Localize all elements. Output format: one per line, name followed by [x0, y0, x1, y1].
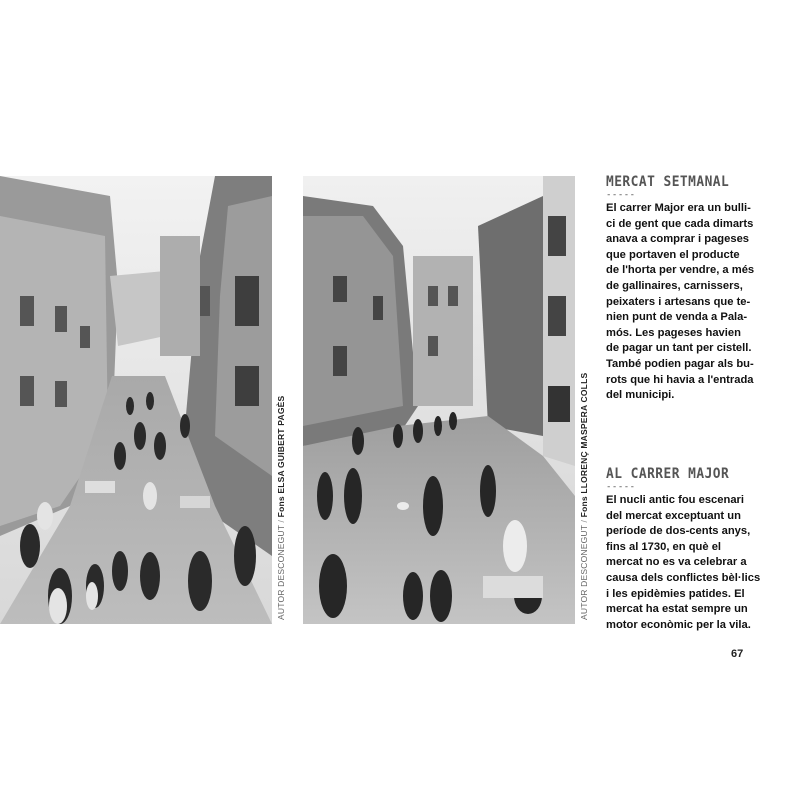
credit-separator: /	[579, 517, 589, 526]
section-mercat-setmanal	[606, 173, 776, 404]
credit-photographer: Fons ELSA GUIBERT PAGÈS	[276, 395, 286, 518]
credit-author: AUTOR DESCONEGUT	[579, 525, 589, 620]
photo-credit-right	[577, 176, 591, 624]
section-title: MERCAT SETMANAL	[606, 174, 730, 190]
page-number: 67	[731, 648, 744, 660]
section-divider: -----	[606, 190, 636, 200]
photo-right-illustration	[303, 176, 575, 624]
credit-author: AUTOR DESCONEGUT	[276, 525, 286, 620]
section-divider: -----	[606, 482, 636, 492]
section-body: El carrer Major era un bulli- ci de gent que cada dimarts anava a comprar i pageses que portaven el producte de l'horta per vendre, a més de gallinaires, carnissers, peixaters i artesans que te- nien punt de venda a Pala- mós. Les pageses havien de pagar un tant per cistell. També podien pagar als bu- rots que hi havia a l'entrada del municipi.	[606, 202, 755, 402]
credit-separator: /	[276, 517, 286, 526]
section-al-carrer-major	[606, 465, 776, 633]
photo-credit-left	[274, 176, 288, 624]
street-market-photo-left	[0, 176, 272, 624]
credit-photographer: Fons LLORENÇ MASPERA COLLS	[579, 372, 589, 518]
section-body: El nucli antic fou escenari del mercat exceptuant un període de dos-cents anys, fins al 1730, en què el mercat no es va celebrar a causa dels conflictes bèl·lics i les epidèmies patides. El mercat ha estat sempre un motor econòmic per la vila.	[606, 494, 761, 631]
photo-left-illustration	[0, 176, 272, 624]
section-title: AL CARRER MAJOR	[606, 466, 730, 482]
street-market-photo-right	[303, 176, 575, 624]
